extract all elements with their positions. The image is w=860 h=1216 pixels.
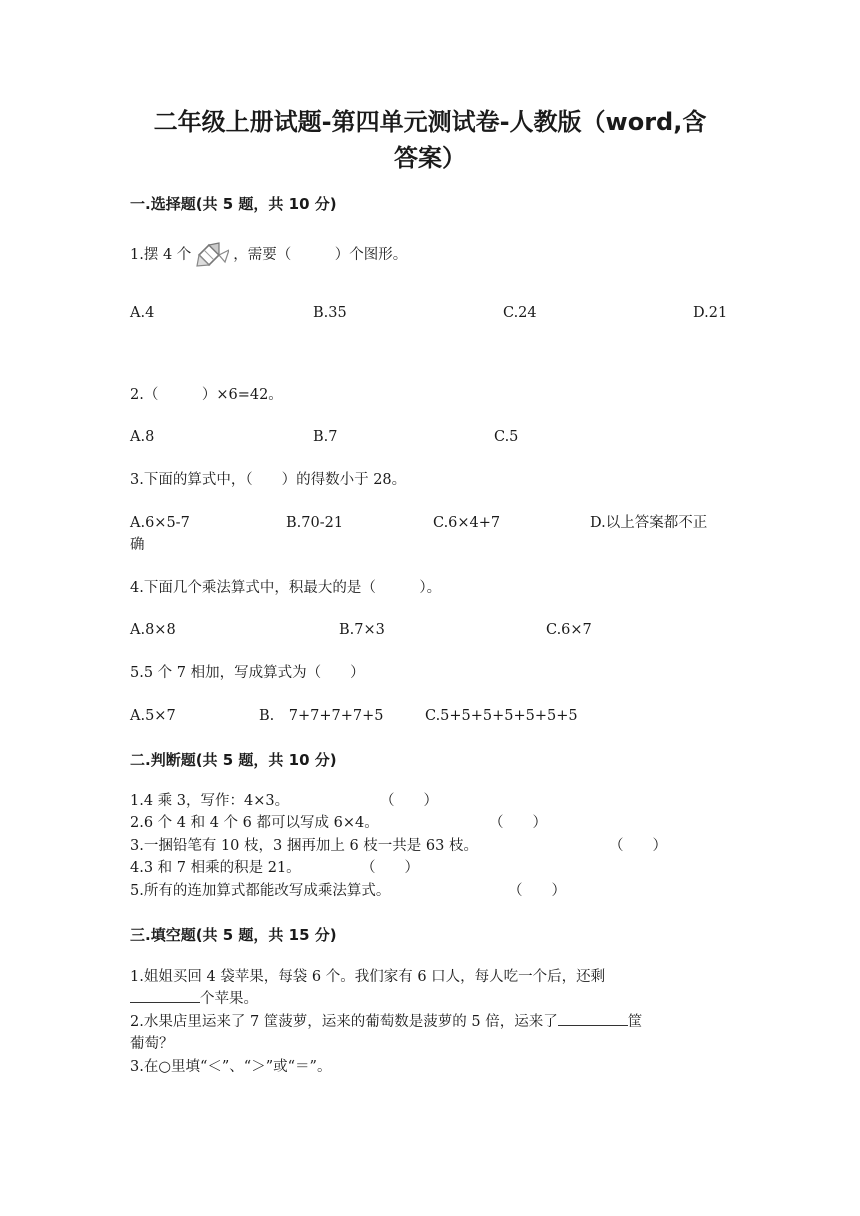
judge-item-4-answer-paren: （ ） bbox=[361, 860, 419, 876]
question-5: 5.5 个 7 相加，写成算式为（ ） bbox=[130, 665, 365, 681]
q3-option-c: C.6×4+7 bbox=[433, 515, 501, 531]
question-1-text-after: ，需要（ ）个图形。 bbox=[233, 247, 408, 263]
question-2: 2.（ ）×6=42。 bbox=[130, 387, 283, 403]
q4-option-c: C.6×7 bbox=[546, 622, 592, 638]
q5-option-c: C.5+5+5+5+5+5+5 bbox=[425, 708, 578, 724]
question-4: 4.下面几个乘法算式中，积最大的是（ ）。 bbox=[130, 580, 442, 596]
judge-item-1: 1.4 乘 3，写作：4×3。 bbox=[130, 793, 290, 809]
q4-option-a: A.8×8 bbox=[130, 622, 176, 638]
q4-option-b: B.7×3 bbox=[339, 622, 385, 638]
judge-item-2: 2.6 个 4 和 4 个 6 都可以写成 6×4。 bbox=[130, 815, 379, 831]
q2-option-c: C.5 bbox=[494, 429, 519, 445]
judge-item-1-answer-paren: （ ） bbox=[380, 793, 438, 809]
q3-option-b: B.70-21 bbox=[286, 515, 344, 531]
judge-item-3: 3.一捆铅笔有 10 枝，3 捆再加上 6 枝一共是 63 枝。 bbox=[130, 838, 478, 854]
title-line-1: 二年级上册试题-第四单元测试卷-人教版（word,含 bbox=[153, 108, 707, 136]
q2-option-a: A.8 bbox=[130, 429, 155, 445]
fill-item-2-text: 2.水果店里运来了 7 筐菠萝，运来的葡萄数是菠萝的 5 倍，运来了 bbox=[130, 1014, 558, 1030]
page-title bbox=[100, 104, 760, 176]
fill-item-1-suffix: 个苹果。 bbox=[200, 991, 258, 1007]
fill-item-1-line-1: 1.姐姐买回 4 袋苹果，每袋 6 个。我们家有 6 口人，每人吃一个后，还剩 bbox=[130, 969, 606, 985]
q3-option-d: D.以上答案都不正 bbox=[590, 515, 708, 531]
section-heading-choice: 一.选择题(共 5 题，共 10 分) bbox=[130, 195, 337, 213]
fill-item-2-unit: 筐 bbox=[627, 1014, 643, 1030]
judge-item-4: 4.3 和 7 相乘的积是 21。 bbox=[130, 860, 301, 876]
judge-item-2-answer-paren: （ ） bbox=[489, 815, 547, 831]
q3-option-a: A.6×5-7 bbox=[130, 515, 190, 531]
section-heading-fill: 三.填空题(共 5 题，共 15 分) bbox=[130, 926, 337, 944]
fill-item-2-line-1 bbox=[130, 1011, 642, 1033]
q1-option-c: C.24 bbox=[503, 305, 537, 321]
fill-item-1-line-2 bbox=[130, 988, 258, 1010]
question-1 bbox=[130, 240, 407, 270]
q5-option-a: A.5×7 bbox=[130, 708, 176, 724]
q3-option-d-wrap: 确 bbox=[130, 537, 145, 553]
q1-option-b: B.35 bbox=[313, 305, 347, 321]
judge-item-5: 5.所有的连加算式都能改写成乘法算式。 bbox=[130, 883, 391, 899]
question-1-text-before: 1.摆 4 个 bbox=[130, 247, 192, 263]
question-3: 3.下面的算式中，（ ）的得数小于 28。 bbox=[130, 472, 407, 488]
answer-blank[interactable] bbox=[130, 988, 200, 1003]
fill-item-2-line-2: 葡萄？ bbox=[130, 1036, 174, 1052]
fill-item-3: 3.在○里填“＜”、“＞”或“＝”。 bbox=[130, 1059, 332, 1075]
q1-option-a: A.4 bbox=[130, 305, 155, 321]
judge-item-3-answer-paren: （ ） bbox=[609, 838, 667, 854]
q1-option-d: D.21 bbox=[693, 305, 728, 321]
section-heading-judge: 二.判断题(共 5 题，共 10 分) bbox=[130, 751, 337, 769]
q2-option-b: B.7 bbox=[313, 429, 338, 445]
answer-blank[interactable] bbox=[558, 1011, 628, 1026]
q5-option-b: B. 7+7+7+7+5 bbox=[259, 708, 384, 724]
judge-item-5-answer-paren: （ ） bbox=[508, 883, 566, 899]
rhombus-triangle-shape-icon bbox=[195, 240, 229, 270]
title-line-2: 答案） bbox=[394, 144, 466, 172]
